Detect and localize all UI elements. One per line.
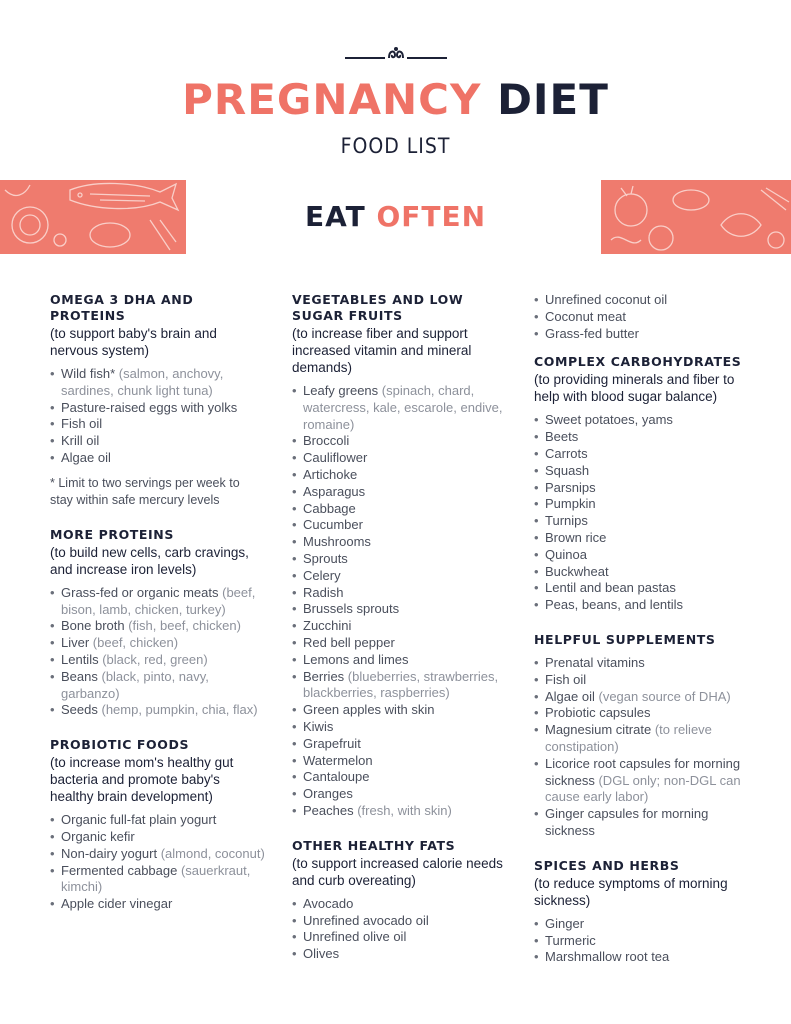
food-list-item <box>534 722 749 756</box>
food-list-item <box>534 949 749 966</box>
food-item-note: (salmon, anchovy, sardines, chunk light tuna) <box>61 366 224 398</box>
food-list-item <box>534 309 749 326</box>
section-spices-herbs <box>534 858 749 966</box>
section-description: (to increase mom's healthy gut bacteria and promote baby's healthy brain development) <box>50 755 234 805</box>
section-banner-title <box>0 200 791 233</box>
food-item-name: Peas, beans, and lentils <box>545 597 684 613</box>
section-supplements <box>534 632 749 840</box>
food-item-note: (almond, coconut) <box>157 845 265 861</box>
food-item-name: Krill oil <box>61 433 100 449</box>
section-heading: COMPLEX CARBOHYDRATES <box>534 354 742 370</box>
food-item-name: Magnesium citrate <box>545 722 652 738</box>
food-list-item <box>534 916 749 933</box>
food-item-name: Lentil and bean pastas <box>545 580 676 596</box>
food-list-item <box>534 429 749 446</box>
food-item-name: Ginger <box>545 915 585 931</box>
food-item-note: (black, red, green) <box>98 651 208 667</box>
food-item-name: Green apples with skin <box>303 702 435 718</box>
food-list-item <box>292 635 507 652</box>
food-item-note: (black, pinto, navy, garbanzo) <box>61 668 209 701</box>
food-list <box>534 916 749 966</box>
food-item-name: Pumpkin <box>545 496 596 512</box>
often-label: OFTEN <box>376 200 487 233</box>
food-list-item <box>292 517 507 534</box>
food-list-item <box>292 484 507 501</box>
food-list-item <box>292 601 507 618</box>
food-item-note: (beef, chicken) <box>89 635 179 651</box>
food-list-item <box>50 812 265 829</box>
food-item-name: Watermelon <box>303 752 373 768</box>
food-item-name: Bone broth <box>61 618 125 634</box>
food-item-name: Coconut meat <box>545 308 626 324</box>
food-list-item <box>292 769 507 786</box>
food-list-item <box>292 736 507 753</box>
food-item-note: (hemp, pumpkin, chia, flax) <box>97 702 258 718</box>
food-item-name: Wild fish* <box>61 366 116 381</box>
section-description: (to providing minerals and fiber to help with blood sugar balance) <box>534 372 735 405</box>
food-item-name: Turmeric <box>545 932 596 948</box>
food-list-item <box>292 753 507 770</box>
section-heading: OMEGA 3 DHA AND PROTEINS <box>50 292 194 323</box>
food-item-name: Sprouts <box>303 550 348 566</box>
food-item-name: Probiotic capsules <box>545 705 651 721</box>
food-item-name: Asparagus <box>303 483 366 499</box>
food-item-note: (DGL only; non-DGL can cause early labor) <box>545 772 741 805</box>
food-item-name: Algae oil <box>61 449 111 465</box>
food-item-name: Unrefined avocado oil <box>303 912 429 928</box>
page-title <box>0 75 791 124</box>
food-list-item <box>534 496 749 513</box>
food-item-name: Fish oil <box>545 671 587 687</box>
food-item-note: (fresh, with skin) <box>353 802 452 818</box>
food-item-note: (sauerkraut, kimchi) <box>61 862 251 895</box>
food-item-name: Cantaloupe <box>303 769 370 785</box>
food-list-item <box>292 929 507 946</box>
food-item-name: Radish <box>303 584 344 600</box>
food-list <box>534 292 749 342</box>
food-list-item <box>292 913 507 930</box>
food-list-item <box>50 669 265 703</box>
food-list-item <box>292 551 507 568</box>
food-list-item <box>534 933 749 950</box>
food-item-name: Cabbage <box>303 500 356 516</box>
eat-label: EAT <box>304 200 366 233</box>
food-list-item <box>534 446 749 463</box>
food-list-item <box>534 480 749 497</box>
food-list-item <box>534 580 749 597</box>
food-list-item <box>50 635 265 652</box>
food-item-name: Ginger capsules for morning sickness <box>545 806 709 838</box>
food-item-name: Parsnips <box>545 479 596 495</box>
food-item-name: Brussels sprouts <box>303 601 400 617</box>
column-2 <box>292 292 507 981</box>
food-list-item <box>50 863 265 897</box>
food-item-name: Seeds <box>61 702 98 718</box>
food-item-name: Buckwheat <box>545 563 609 579</box>
food-list-item <box>50 702 265 719</box>
section-description: (to build new cells, carb cravings, and increase iron levels) <box>50 544 249 577</box>
food-item-name: Pasture-raised eggs with yolks <box>61 399 238 415</box>
food-list-item <box>50 829 265 846</box>
section-probiotic-foods <box>50 737 265 913</box>
section-vegetables <box>292 292 507 820</box>
food-list-item <box>50 400 265 417</box>
section-healthy-fats-continued <box>534 292 749 342</box>
food-list <box>292 896 507 963</box>
food-item-name: Unrefined coconut oil <box>545 292 668 307</box>
section-heading: OTHER HEALTHY FATS <box>292 837 456 853</box>
food-list-item <box>534 412 749 429</box>
section-heading: PROBIOTIC FOODS <box>50 737 190 753</box>
food-item-name: Leafy greens <box>303 383 379 398</box>
food-list <box>50 812 265 913</box>
section-description: (to support increased calorie needs and curb overeating) <box>292 855 503 888</box>
section-healthy-fats <box>292 838 507 963</box>
food-item-name: Red bell pepper <box>303 634 395 650</box>
section-heading: MORE PROTEINS <box>50 526 174 542</box>
food-item-note: (spinach, chard, watercress, kale, escarole, endive, romaine) <box>303 383 503 432</box>
food-item-name: Oranges <box>303 786 353 802</box>
title-diet: DIET <box>497 75 609 124</box>
food-list-item <box>292 383 507 433</box>
food-item-name: Prenatal vitamins <box>545 654 645 670</box>
food-item-name: Celery <box>303 567 341 583</box>
food-list-item <box>534 547 749 564</box>
food-item-name: Apple cider vinegar <box>61 896 173 912</box>
food-list-item <box>534 655 749 672</box>
food-item-name: Marshmallow root tea <box>545 949 670 965</box>
food-item-name: Grass-fed or organic meats <box>61 584 219 600</box>
food-item-name: Grapefruit <box>303 735 361 751</box>
food-list-item <box>292 467 507 484</box>
food-item-note: (blueberries, strawberries, blackberries, raspberries) <box>303 668 499 701</box>
section-description: (to increase fiber and support increased vitamin and mineral demands) <box>292 326 472 375</box>
food-item-name: Mushrooms <box>303 534 371 550</box>
section-heading: HELPFUL SUPPLEMENTS <box>534 631 716 647</box>
food-list-item <box>292 450 507 467</box>
column-1 <box>50 292 265 931</box>
food-item-name: Fish oil <box>61 416 103 432</box>
food-list-item <box>292 534 507 551</box>
food-list <box>534 655 749 840</box>
food-list-item <box>534 705 749 722</box>
food-list-item <box>292 618 507 635</box>
food-item-name: Beets <box>545 429 579 445</box>
section-complex-carbs <box>534 354 749 614</box>
page-subtitle: FOOD LIST <box>340 134 451 158</box>
food-list-item <box>292 433 507 450</box>
food-list-item <box>50 416 265 433</box>
food-list-item <box>292 568 507 585</box>
food-list-item <box>534 564 749 581</box>
food-list-item <box>292 946 507 963</box>
food-list-item <box>534 292 749 309</box>
food-item-name: Kiwis <box>303 718 334 734</box>
food-item-name: Lentils <box>61 651 99 667</box>
food-item-name: Grass-fed butter <box>545 325 639 341</box>
food-list-item <box>50 585 265 619</box>
food-list-item <box>50 896 265 913</box>
food-list-item <box>534 689 749 706</box>
food-item-note: (fish, beef, chicken) <box>124 618 241 634</box>
section-description: (to support baby's brain and nervous system) <box>50 326 217 358</box>
food-item-name: Cauliflower <box>303 450 368 466</box>
food-list-item <box>534 530 749 547</box>
food-item-name: Unrefined olive oil <box>303 929 407 945</box>
food-item-name: Liver <box>61 635 90 651</box>
food-list-item <box>50 846 265 863</box>
food-list <box>292 383 507 820</box>
food-list-item <box>292 896 507 913</box>
food-item-name: Lemons and limes <box>303 651 409 667</box>
food-list-item <box>50 433 265 450</box>
section-heading: VEGETABLES AND LOW SUGAR FRUITS <box>292 292 464 323</box>
food-item-name: Non-dairy yogurt <box>61 845 158 861</box>
food-list <box>50 366 265 467</box>
section-heading: SPICES AND HERBS <box>534 857 680 873</box>
food-list <box>50 585 265 719</box>
food-list-item <box>292 652 507 669</box>
food-list-item <box>292 585 507 602</box>
food-item-name: Fermented cabbage <box>61 862 178 878</box>
food-list-item <box>534 597 749 614</box>
food-list-item <box>534 463 749 480</box>
title-pregnancy: PREGNANCY <box>182 75 482 124</box>
food-list-item <box>292 719 507 736</box>
food-list-item <box>292 786 507 803</box>
food-list-item <box>292 702 507 719</box>
food-item-name: Avocado <box>303 895 354 911</box>
food-item-name: Sweet potatoes, yams <box>545 412 673 428</box>
food-list-item <box>292 669 507 703</box>
food-list-item <box>534 326 749 343</box>
food-item-name: Algae oil <box>545 688 595 704</box>
food-item-name: Organic kefir <box>61 828 135 844</box>
section-omega3 <box>50 292 265 509</box>
food-item-name: Turnips <box>545 513 588 529</box>
food-list-item <box>534 756 749 806</box>
food-item-name: Carrots <box>545 445 588 461</box>
food-item-name: Broccoli <box>303 433 350 449</box>
section-more-proteins <box>50 527 265 719</box>
food-item-name: Berries <box>303 668 345 684</box>
food-item-note: (vegan source of DHA) <box>594 688 731 704</box>
food-item-name: Squash <box>545 462 590 478</box>
food-list-item <box>292 803 507 820</box>
food-list-item <box>534 806 749 840</box>
mercury-footnote: * Limit to two servings per week to stay within safe mercury levels <box>50 475 240 507</box>
food-item-name: Licorice root capsules for morning sickness <box>545 755 741 788</box>
food-list-item <box>292 501 507 518</box>
column-3 <box>534 292 749 984</box>
food-item-name: Cucumber <box>303 517 363 533</box>
food-list-item <box>534 672 749 689</box>
food-list-item <box>50 366 265 400</box>
food-list <box>534 412 749 614</box>
food-item-note: (beef, bison, lamb, chicken, turkey) <box>61 584 256 617</box>
food-item-name: Quinoa <box>545 546 587 562</box>
flourish-ornament-icon <box>345 44 447 64</box>
food-item-name: Zucchini <box>303 618 352 634</box>
food-list-item <box>50 450 265 467</box>
food-list-item <box>534 513 749 530</box>
food-item-name: Artichoke <box>303 466 358 482</box>
food-item-name: Organic full-fat plain yogurt <box>61 812 217 828</box>
food-item-name: Olives <box>303 946 340 962</box>
section-description: (to reduce symptoms of morning sickness) <box>534 875 728 908</box>
food-item-name: Brown rice <box>545 529 607 545</box>
food-list-item <box>50 652 265 669</box>
food-item-name: Peaches <box>303 802 354 818</box>
food-item-note: (to relieve constipation) <box>545 722 712 754</box>
food-item-name: Beans <box>61 668 98 684</box>
food-list-item <box>50 618 265 635</box>
